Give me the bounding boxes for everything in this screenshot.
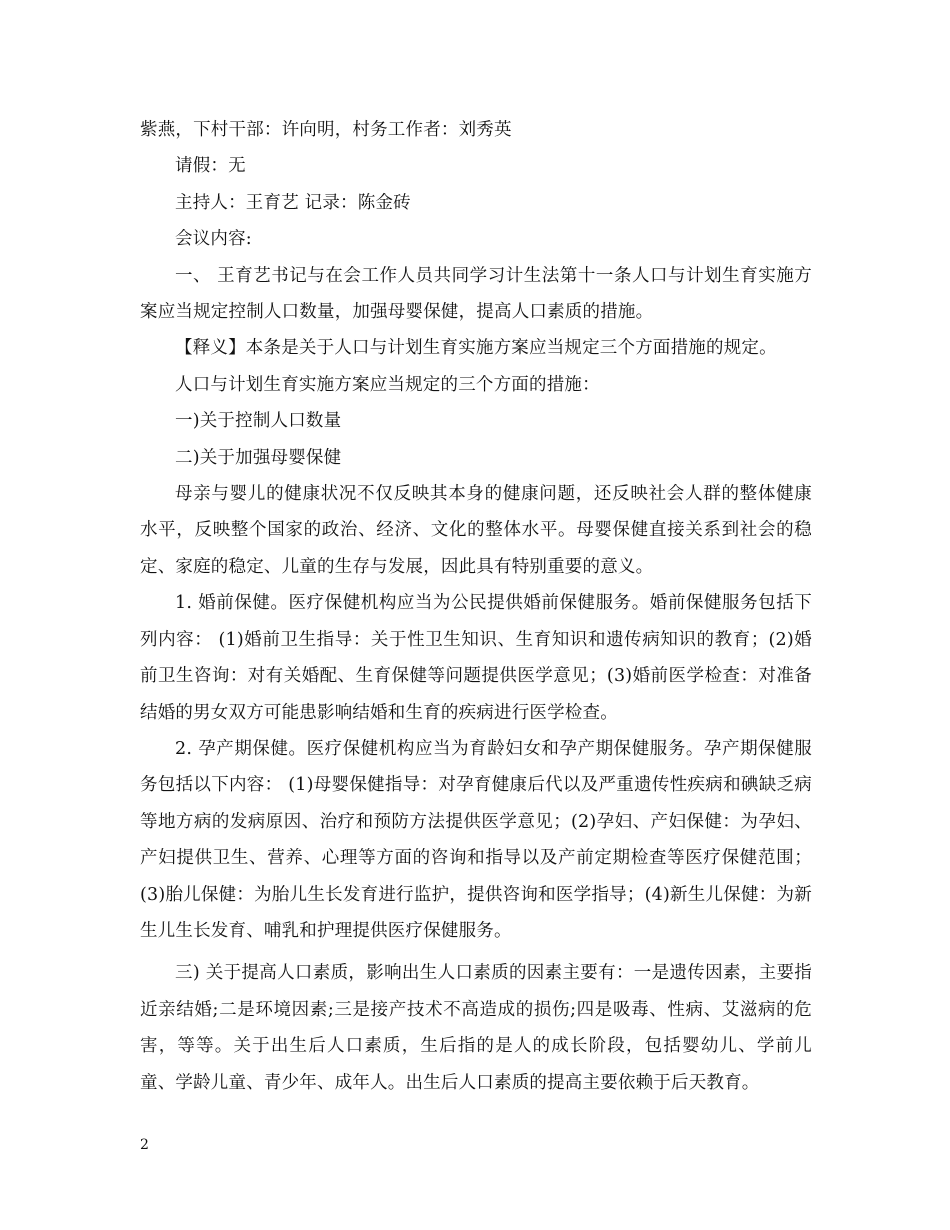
paragraph-section-one: 一、 王育艺书记与在会工作人员共同学习计生法第十一条人口与计划生育实施方案应当规定控制人口数量，加强母婴保健，提高人口素质的措施。 xyxy=(140,265,812,323)
paragraph-leave: 请假：无 xyxy=(175,156,246,177)
paragraph-three-measures-intro: 人口与计划生育实施方案应当规定的三个方面的措施： xyxy=(175,374,600,395)
paragraph-meeting-content-heading: 会议内容: xyxy=(175,229,252,250)
paragraph-maternal-health-significance: 母亲与婴儿的健康状况不仅反映其本身的健康问题，还反映社会人群的整体健康水平，反映整个国家的政治、经济、文化的整体水平。母婴保健直接关系到社会的稳定、家庭的稳定、儿童的生存与发展，因此具有特别重要的意义。 xyxy=(140,484,812,577)
paragraph-premarital-care: 1. 婚前保健。医疗保健机构应当为公民提供婚前保健服务。婚前保健服务包括下列内容： (1)婚前卫生指导：关于性卫生知识、生育知识和遗传病知识的教育；(2)婚前卫生咨询：对有关婚配、生育保健等问题提供医学意见；(3)婚前医学检查：对准备结婚的男女双方可能患影响结婚和生育的疾病进行医学检查。 xyxy=(140,593,812,723)
paragraph-maternal-health-heading: 二)关于加强母婴保健 xyxy=(175,447,342,468)
paragraph-attendees-continued: 紫燕，下村干部：许向明，村务工作者：刘秀英 xyxy=(140,120,512,140)
paragraph-population-quality: 三) 关于提高人口素质，影响出生人口素质的因素主要有：一是遗传因素，主要指近亲结婚;二是环境因素;三是接产技术不高造成的损伤;四是吸毒、性病、艾滋病的危害，等等。关于出生后人口素质，生后指的是人的成长阶段，包括婴幼儿、学前儿童、学龄儿童、青少年、成年人。出生后人口素质的提高主要依赖于后天教育。 xyxy=(140,963,812,1093)
page-number: 2 xyxy=(140,1137,149,1153)
document-body xyxy=(140,112,812,1101)
paragraph-pregnancy-care: 2. 孕产期保健。医疗保健机构应当为育龄妇女和孕产期保健服务。孕产期保健服务包括以下内容： (1)母婴保健指导：对孕育健康后代以及严重遗传性疾病和碘缺乏病等地方病的发病原因、治疗和预防方法提供医学意见；(2)孕妇、产妇保健：为孕妇、产妇提供卫生、营养、心理等方面的咨询和指导以及产前定期检查等医疗保健范围；(3)胎儿保健：为胎儿生长发育进行监护，提供咨询和医学指导；(4)新生儿保健：为新生儿生长发育、哺乳和护理提供医疗保健服务。 xyxy=(140,738,812,941)
paragraph-host-recorder: 主持人：王育艺 记录：陈金砖 xyxy=(175,192,411,213)
paragraph-control-population: 一)关于控制人口数量 xyxy=(175,411,342,432)
paragraph-interpretation: 【释义】本条是关于人口与计划生育实施方案应当规定三个方面措施的规定。 xyxy=(175,338,777,359)
